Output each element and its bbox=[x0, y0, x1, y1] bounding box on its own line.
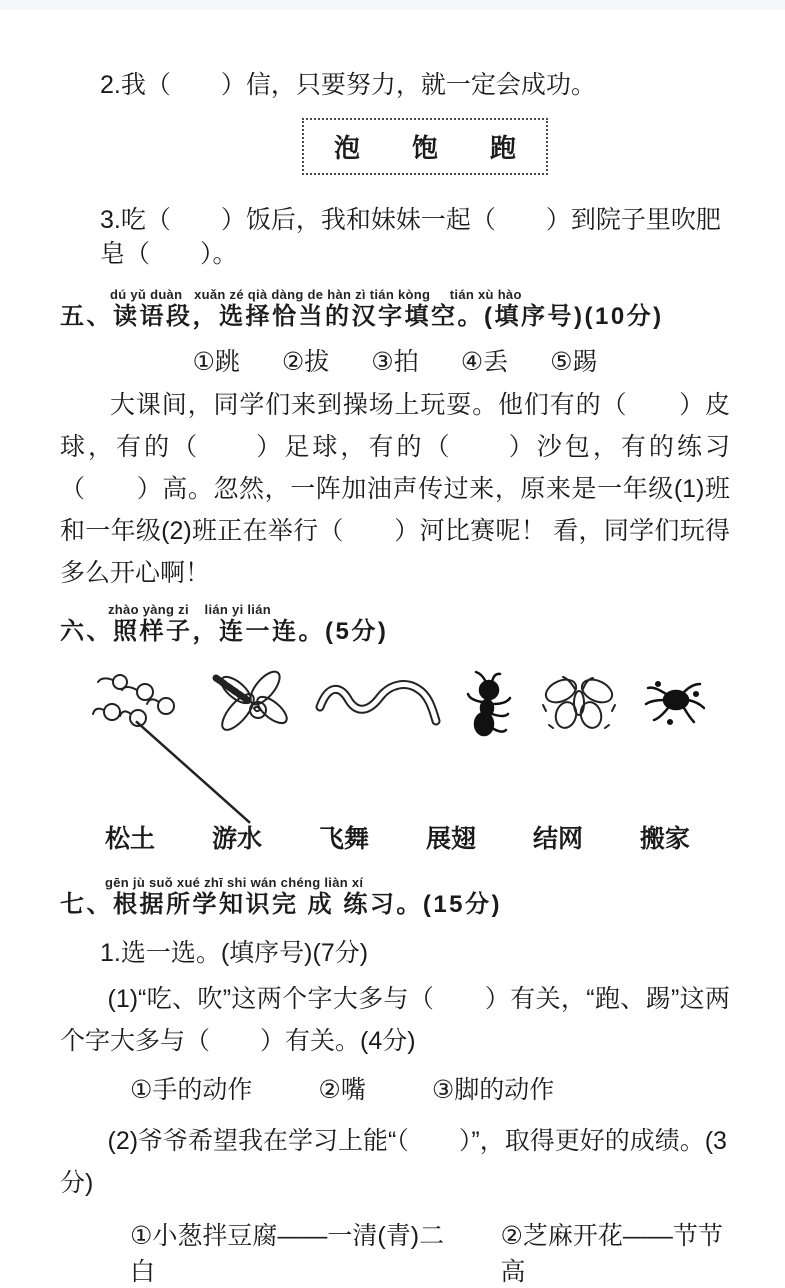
match-label: 游水 bbox=[211, 825, 262, 853]
section-7-q1-options bbox=[130, 1070, 730, 1106]
option-item: ③拍 bbox=[371, 348, 419, 376]
option-item: ②拔 bbox=[281, 348, 330, 376]
section-7-q1-text: (1)“吃、吹”这两个字大多与（ ）有关，“跑、踢”这两个字大多与（ ）有关。(4分) bbox=[60, 985, 730, 1055]
matching-exercise bbox=[60, 659, 730, 855]
section-5-paragraph: 大课间，同学们来到操场上玩耍。他们有的（ ）皮球，有的（ ）足球，有的（ ）沙包，有的练习（ ）高。忽然，一阵加油声传过来，原来是一年级(1)班和一年级(2)班正在举行（ ）河比赛呢！ 看，同学们玩得多么开心啊！ bbox=[60, 391, 730, 587]
option-item: ④丢 bbox=[460, 348, 509, 376]
section-6-title: 六、照样子，连一连。(5分) bbox=[60, 618, 389, 645]
ant-image bbox=[462, 668, 518, 740]
section-6-pinyin: zhào yàng zi lián yi lián bbox=[108, 602, 271, 617]
option-item: ①手的动作 bbox=[130, 1076, 253, 1104]
match-label: 飞舞 bbox=[318, 825, 369, 853]
option-item: ②嘴 bbox=[318, 1076, 366, 1104]
section-7-title: 七、根据所学知识完 成 练习。(15分) bbox=[60, 891, 503, 918]
section-5-pinyin: dú yǔ duàn xuǎn zé qià dàng de hàn zì tián kòng tián xù hào bbox=[110, 287, 522, 302]
option-item: ①小葱拌豆腐——一清(青)二白 bbox=[130, 1222, 445, 1286]
question-2-text: 2.我（ ）信，只要努力，就一定会成功。 bbox=[100, 71, 596, 99]
matching-labels-row bbox=[60, 819, 730, 855]
section-7-q2-options bbox=[130, 1216, 730, 1288]
matching-images-row bbox=[60, 659, 730, 749]
option-item: ①跳 bbox=[192, 348, 240, 376]
match-label: 松土 bbox=[105, 825, 156, 853]
word-option: 跑 bbox=[490, 133, 517, 163]
dragonfly-image bbox=[202, 664, 297, 744]
section-7-q2-text: (2)爷爷希望我在学习上能“（ ）”，取得更好的成绩。(3分) bbox=[60, 1127, 727, 1197]
match-label: 搬家 bbox=[639, 825, 690, 853]
butterfly-image bbox=[535, 671, 623, 737]
match-label: 结网 bbox=[532, 825, 583, 853]
matching-gap bbox=[60, 749, 730, 819]
section-7-sub1: 1.选一选。(填序号)(7分) bbox=[100, 939, 369, 967]
question-3-text: 3.吃（ ）饭后，我和妹妹一起（ ）到院子里吹肥皂（ ）。 bbox=[100, 206, 721, 268]
option-item: ⑤踢 bbox=[550, 348, 598, 376]
option-item: ③脚的动作 bbox=[431, 1076, 555, 1104]
word-option: 泡 bbox=[333, 133, 360, 163]
scan-top-edge bbox=[0, 0, 785, 10]
section-5-title: 五、读语段，选择恰当的汉字填空。(填序号)(10分) bbox=[60, 303, 664, 330]
word-box-wrap bbox=[60, 118, 730, 175]
word-option: 饱 bbox=[411, 133, 438, 163]
section-5-options bbox=[60, 342, 730, 378]
section-7-pinyin: gēn jù suǒ xué zhī shi wán chéng liàn xí bbox=[105, 875, 364, 890]
option-item: ②芝麻开花——节节高 bbox=[500, 1222, 723, 1286]
tadpoles-image bbox=[90, 670, 185, 738]
word-choice-box bbox=[302, 118, 548, 175]
match-label: 展翅 bbox=[425, 825, 476, 853]
earthworm-image bbox=[314, 673, 444, 735]
spider-image bbox=[640, 678, 710, 730]
